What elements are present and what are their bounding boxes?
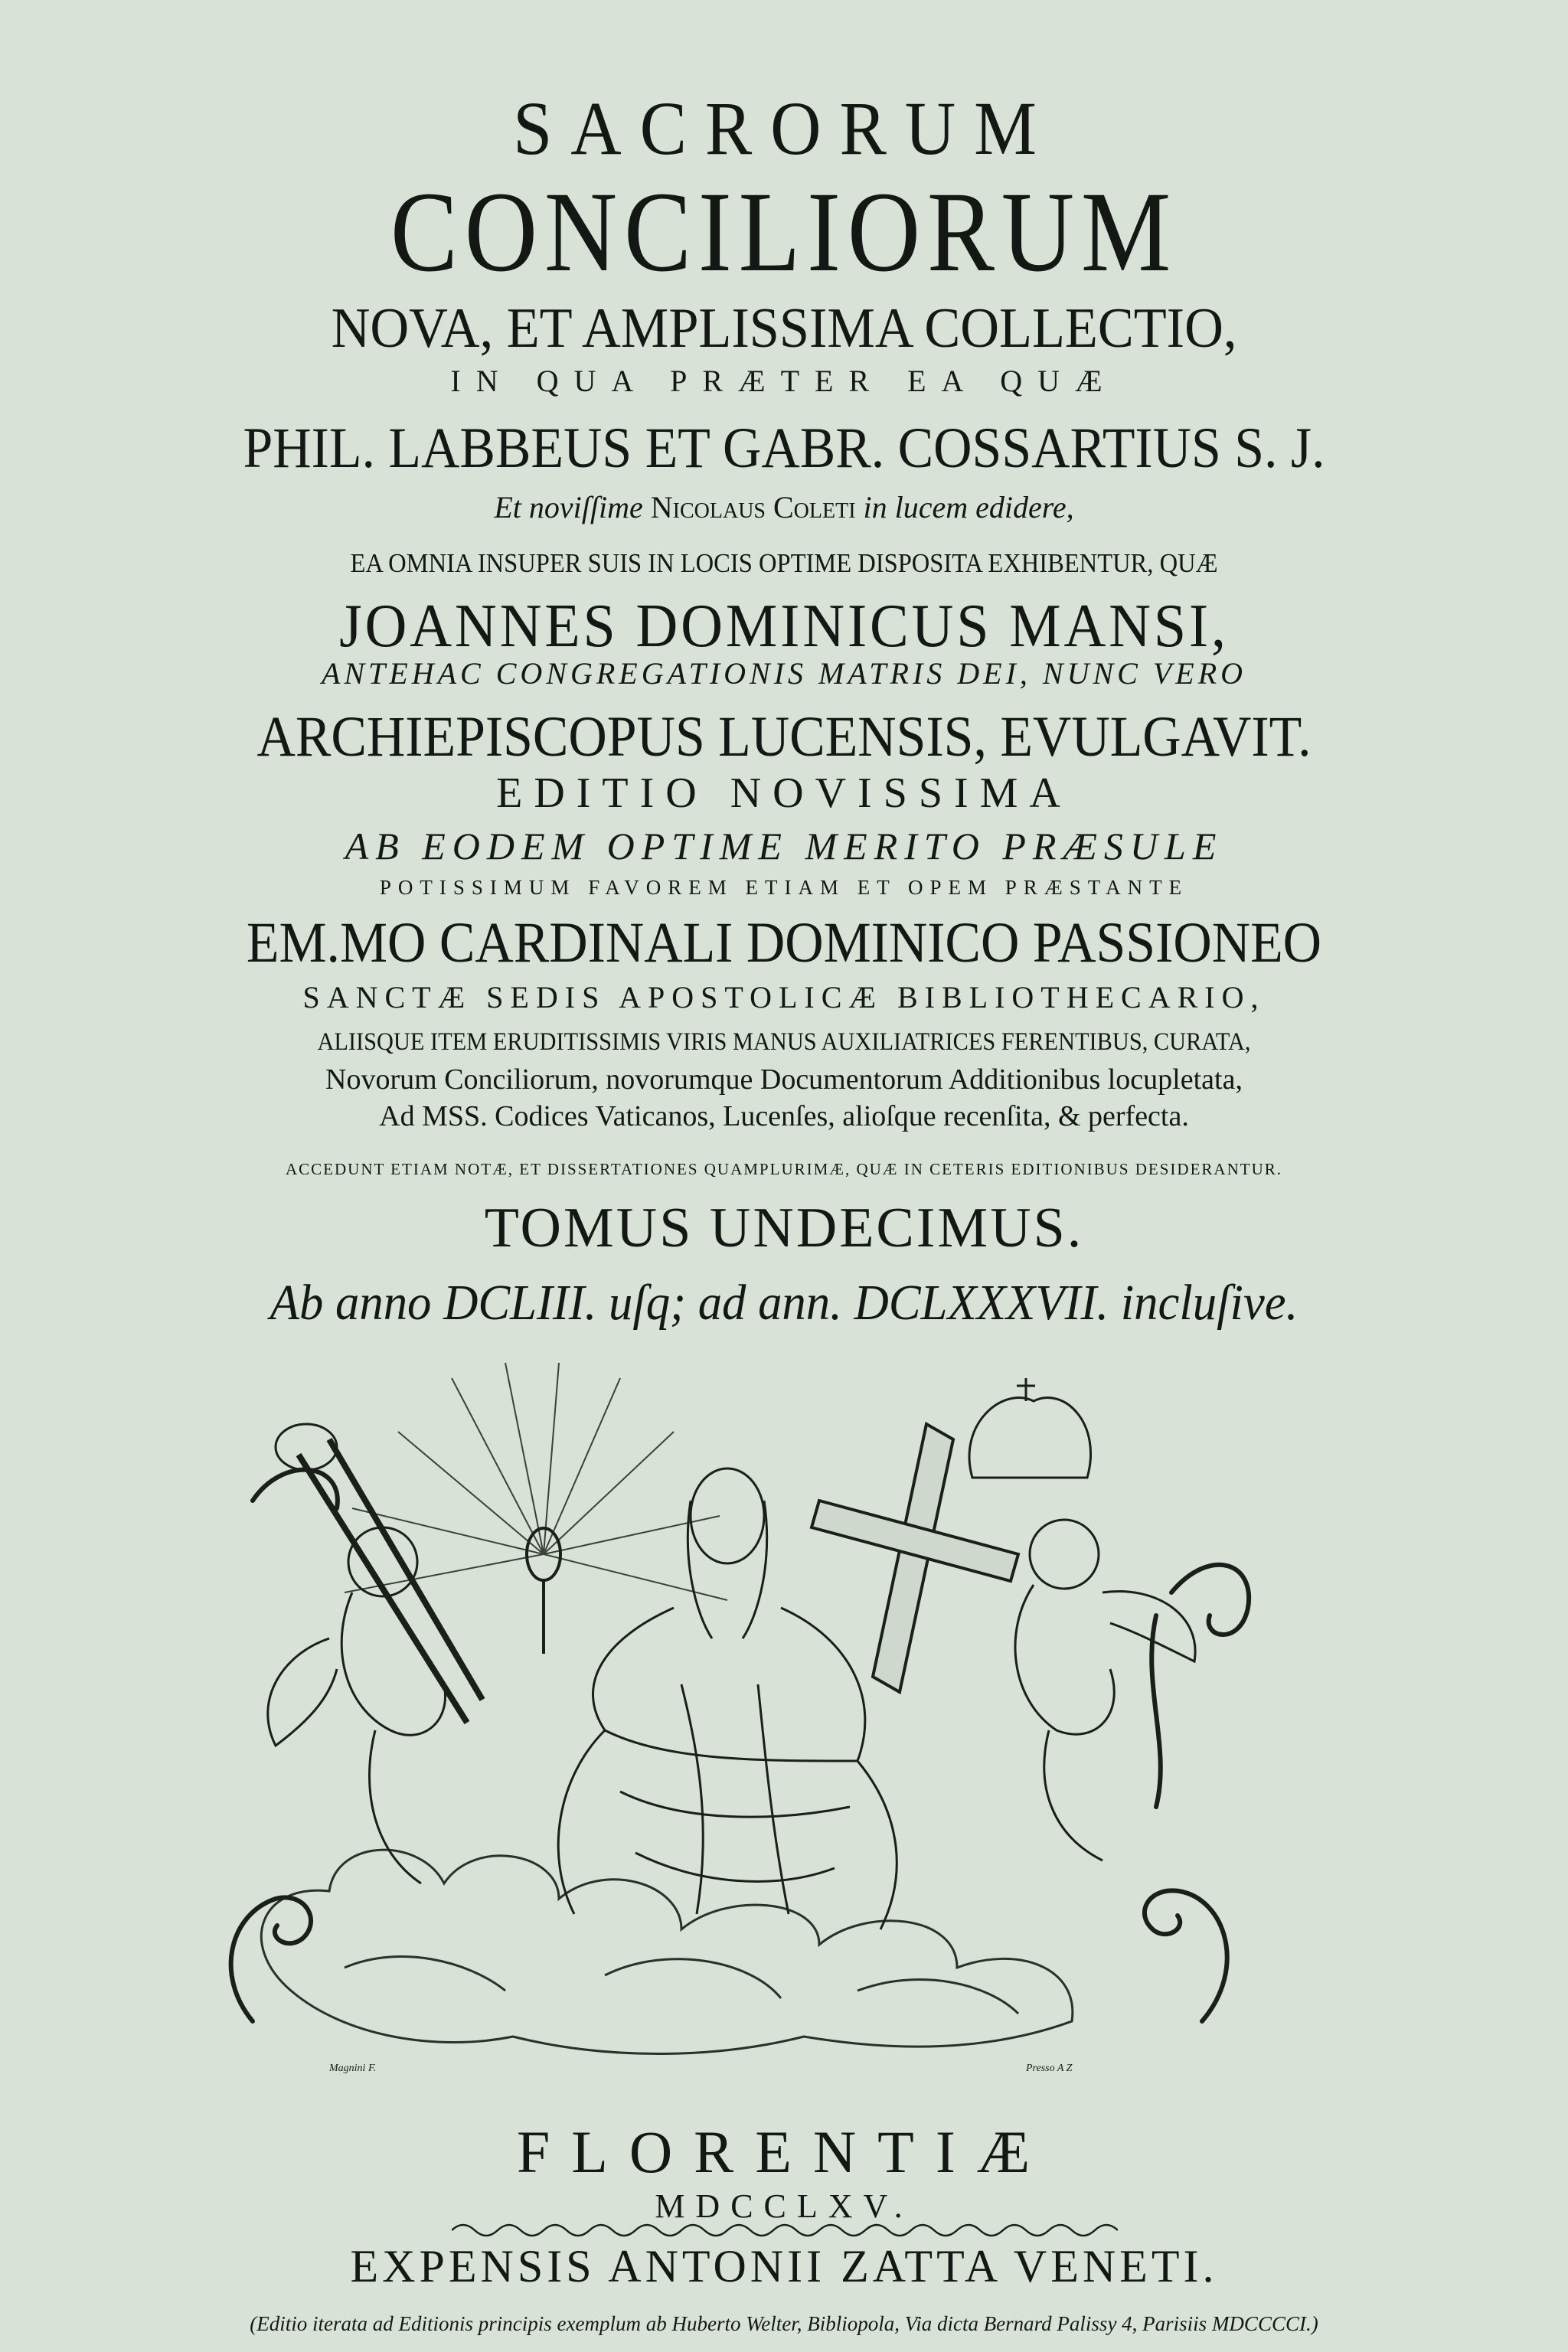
line-archiepiscopus: ARCHIEPISCOPUS LUCENSIS, EVULGAVIT. — [256, 705, 1312, 769]
line-ad-mss: Ad MSS. Codices Vaticanos, Lucenſes, alioſque recenſita, & perfecta. — [379, 1100, 1189, 1132]
year-range: Ab anno DCLIII. uſq; ad ann. DCLXXXVII. incluſive. — [270, 1275, 1298, 1331]
line-sanctae-sedis: SANCTÆ SEDIS APOSTOLICÆ BIBLIOTHECARIO, — [302, 980, 1266, 1014]
imprint-year: MDCCLXV. — [655, 2187, 913, 2225]
title-sacrorum: SACRORUM — [513, 86, 1055, 171]
line-potissimum: POTISSIMUM FAVOREM ETIAM ET OPEM PRÆSTANTE — [379, 876, 1189, 899]
allegorical-engraving — [145, 1363, 1309, 2098]
subtitle-collectio: NOVA, ET AMPLISSIMA COLLECTIO, — [331, 297, 1237, 360]
line-novorum: Novorum Conciliorum, novorumque Documentorum Additionibus locupletata, — [325, 1063, 1243, 1096]
title-conciliorum: CONCILIORUM — [390, 168, 1178, 296]
engraver-signature-right: Presso A Z — [1026, 2063, 1073, 2074]
line-aliisque: ALIISQUE ITEM ERUDITISSIMIS VIRIS MANUS AUXILIATRICES FERENTIBUS, CURATA, — [317, 1028, 1251, 1056]
line-in-qua: IN QUA PRÆTER EA QUÆ — [450, 364, 1118, 398]
cloud-base — [261, 1850, 1073, 2053]
line-coleti-c: in lucem edidere, — [855, 490, 1074, 524]
line-mansi: JOANNES DOMINICUS MANSI, — [339, 593, 1229, 660]
line-labbeus: PHIL. LABBEUS ET GABR. COSSARTIUS S. J. — [243, 416, 1325, 480]
engraver-signature-left: Magnini F. — [329, 2063, 377, 2074]
imprint-publisher: EXPENSIS ANTONII ZATTA VENETI. — [350, 2241, 1218, 2292]
imprint-city: FLORENTIÆ — [516, 2118, 1052, 2185]
line-coleti-a: Et noviſſime — [494, 490, 651, 524]
line-coleti-name: Nicolaus Coleti — [650, 490, 856, 524]
rococo-scrollwork — [231, 1470, 1249, 2021]
line-ab-eodem: AB EODEM OPTIME MERITO PRÆSULE — [345, 825, 1223, 867]
cherub-with-keys — [268, 1424, 482, 1883]
line-passioneo: EM.MO CARDINALI DOMINICO PASSIONEO — [246, 911, 1322, 975]
line-antehac: ANTEHAC CONGREGATIONIS MATRIS DEI, NUNC VERO — [321, 656, 1247, 691]
printers-ornament-rule — [452, 2222, 1118, 2239]
volume-title: TOMUS UNDECIMUS. — [484, 1197, 1084, 1259]
reprint-note: (Editio iterata ad Editionis principis exemplum ab Huberto Welter, Bibliopola, Via dicta Bernard Palissy 4, Parisiis MDCCCCI.) — [250, 2312, 1318, 2335]
line-editio-novissima: EDITIO NOVISSIMA — [496, 769, 1072, 817]
line-accedunt: ACCEDUNT ETIAM NOTÆ, ET DISSERTATIONES QUAMPLURIMÆ, QUÆ IN CETERIS EDITIONIBUS DESIDERANTUR. — [285, 1160, 1283, 1178]
line-ea-omnia: EA OMNIA INSUPER SUIS IN LOCIS OPTIME DISPOSITA EXHIBENTUR, QUÆ — [350, 548, 1218, 578]
cross — [812, 1424, 1018, 1692]
line-coleti — [0, 492, 1568, 523]
